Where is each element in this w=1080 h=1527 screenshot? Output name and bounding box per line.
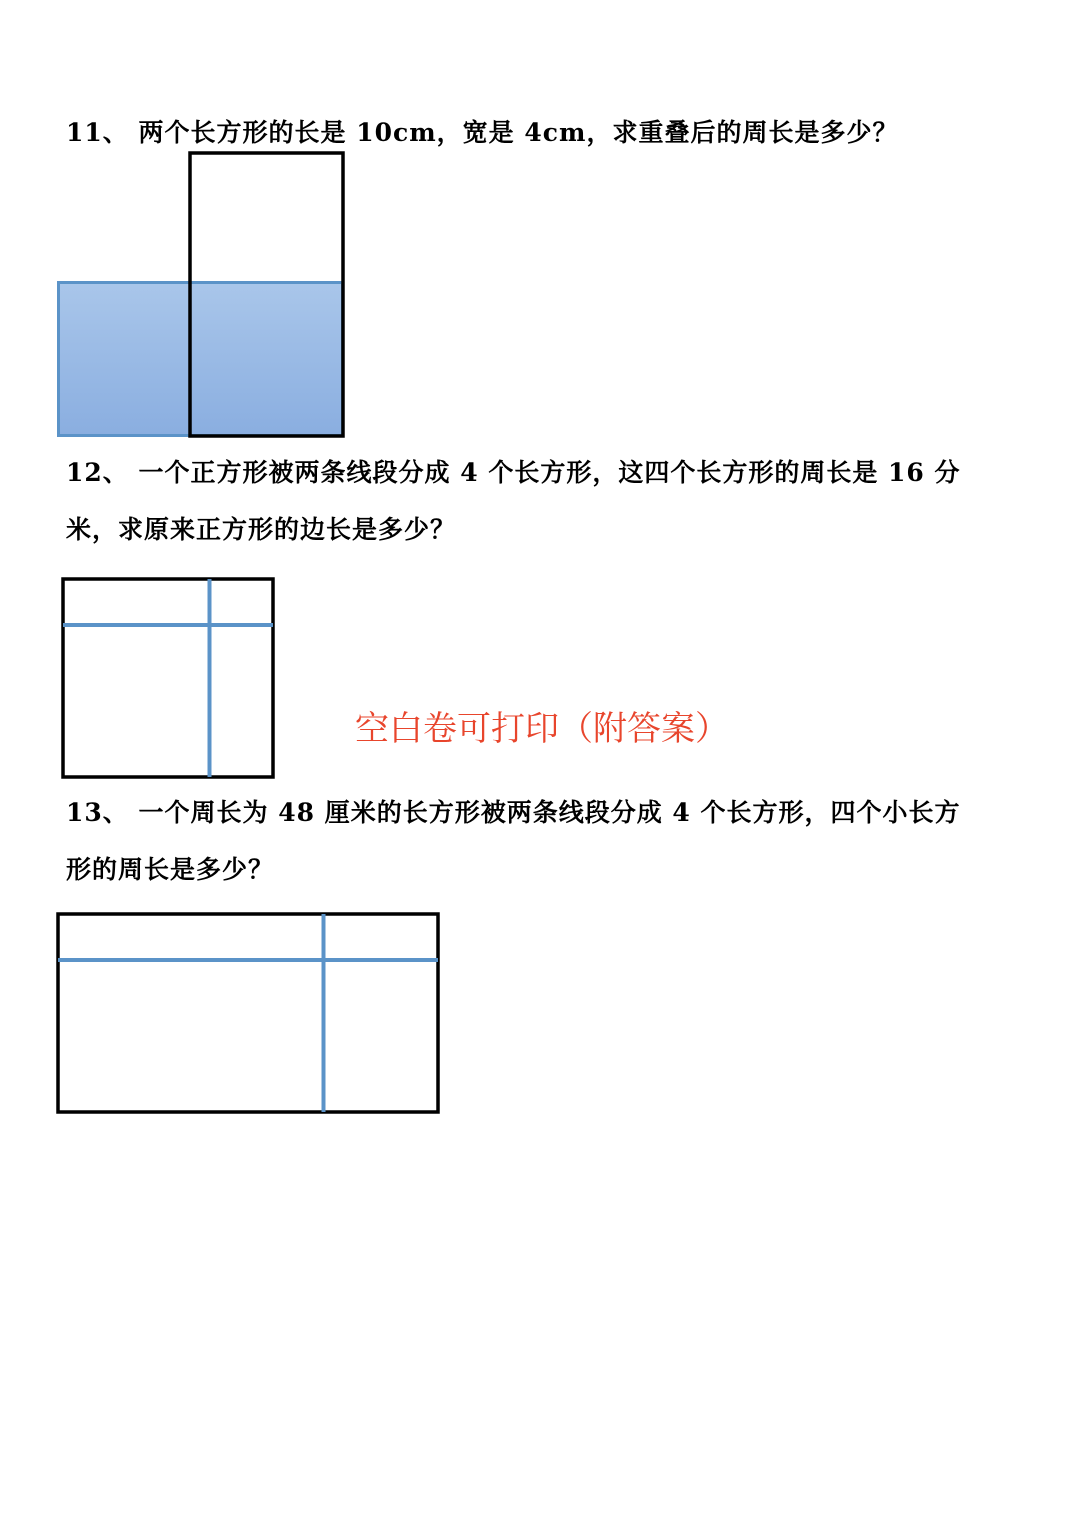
question-12-number: 12、 <box>66 458 129 487</box>
horizontal-rectangle <box>59 283 343 436</box>
question-11-line-1: 两个长方形的长是 10cm，宽是 4cm，求重叠后的周长是多少？ <box>138 118 899 147</box>
question-13-text-line-1 <box>66 796 961 830</box>
question-13-line-2: 形的周长是多少？ <box>66 855 275 884</box>
question-13-line-1: 一个周长为 48 厘米的长方形被两条线段分成 4 个长方形，四个小长方 <box>138 798 961 827</box>
question-12-text-line-2 <box>66 513 456 547</box>
question-13-text-line-2 <box>66 853 274 887</box>
question-12-text-line-1 <box>66 456 961 490</box>
question-11-number: 11、 <box>66 118 129 147</box>
question-12-line-2: 米，求原来正方形的边长是多少？ <box>66 515 457 544</box>
watermark-text: 空白卷可打印（附答案） <box>355 709 729 749</box>
question-12-line-1: 一个正方形被两条线段分成 4 个长方形，这四个长方形的周长是 16 分 <box>138 458 961 487</box>
question-13-number: 13、 <box>66 798 129 827</box>
